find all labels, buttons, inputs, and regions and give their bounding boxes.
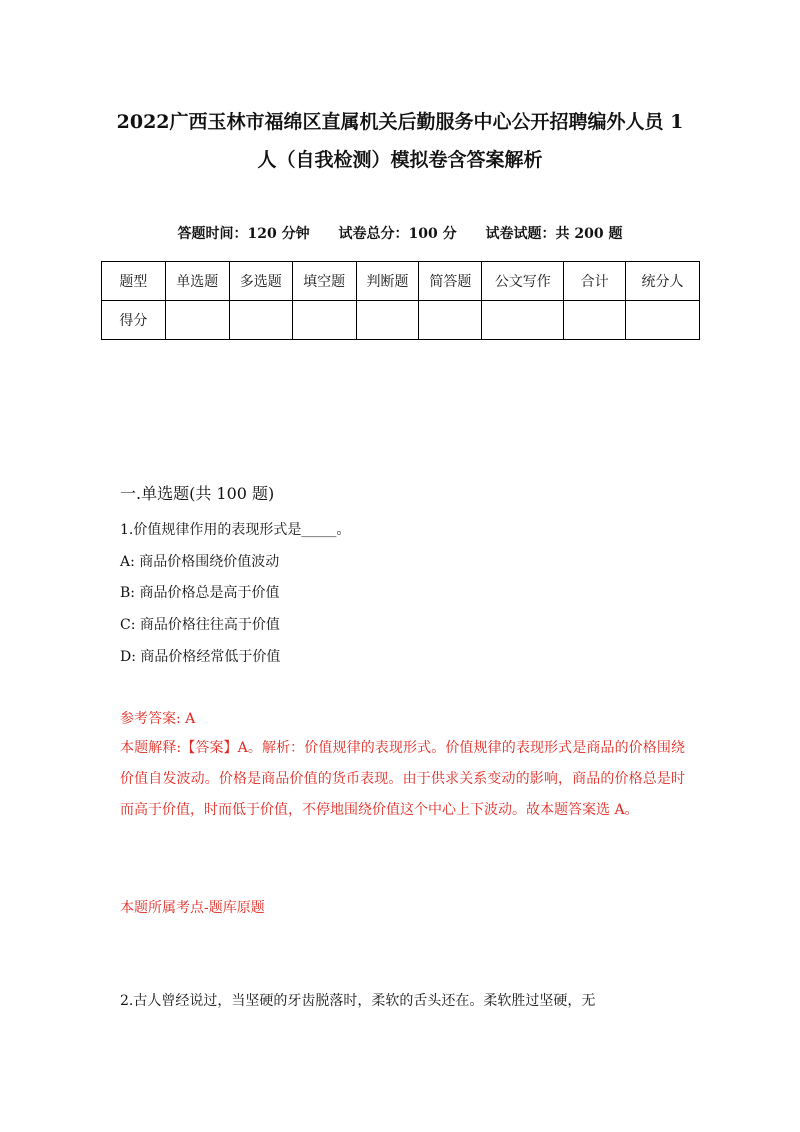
question-1-option-d: D: 商品价格经常低于价值 [120, 649, 281, 665]
exam-info [0, 223, 800, 243]
score-cell [564, 301, 626, 340]
score-cell [626, 301, 700, 340]
score-header-cell: 公文写作 [482, 262, 564, 301]
score-cell [356, 301, 419, 340]
exam-question-count: 试卷试题：共 200 题 [485, 226, 623, 242]
question-2-stem: 2.古人曾经说过，当坚硬的牙齿脱落时，柔软的舌头还在。柔软胜过坚硬，无 [120, 993, 596, 1009]
section-heading: 一.单选题(共 100 题) [120, 484, 275, 503]
score-cell [419, 301, 482, 340]
score-header-cell: 简答题 [419, 262, 482, 301]
score-cell [292, 301, 356, 340]
score-row-label: 得分 [102, 301, 166, 340]
question-1-explanation: 本题解释:【答案】A。解析：价值规律的表现形式。价值规律的表现形式是商品的价格围绕价值自发波动。价格是商品价值的货币表现。由于供求关系变动的影响，商品的价格总是时而高于价值，时而低于价值，不停地围绕价值这个中心上下波动。故本题答案选 A。 [120, 740, 685, 818]
score-header-cell: 题型 [102, 262, 166, 301]
question-1-option-b: B: 商品价格总是高于价值 [120, 585, 280, 601]
score-header-cell: 合计 [564, 262, 626, 301]
score-cell [482, 301, 564, 340]
score-table-score-row [102, 301, 700, 340]
document-title-line2: 人（自我检测）模拟卷含答案解析 [257, 149, 543, 171]
exam-time: 答题时间：120 分钟 [177, 226, 310, 242]
question-1-answer: 参考答案: A [120, 711, 196, 727]
score-table [101, 261, 700, 340]
score-header-cell: 单选题 [165, 262, 229, 301]
exam-total-score: 试卷总分：100 分 [338, 226, 457, 242]
question-1-option-a: A: 商品价格围绕价值波动 [120, 554, 280, 570]
score-header-cell: 填空题 [292, 262, 356, 301]
question-1-source: 本题所属考点-题库原题 [120, 900, 265, 916]
score-header-cell: 统分人 [626, 262, 700, 301]
document-title-line1: 2022广西玉林市福绵区直属机关后勤服务中心公开招聘编外人员 1 [116, 111, 684, 133]
score-header-cell: 判断题 [356, 262, 419, 301]
question-1-option-c: C: 商品价格往往高于价值 [120, 617, 280, 633]
score-header-cell: 多选题 [229, 262, 292, 301]
question-1-stem: 1.价值规律作用的表现形式是_____。 [120, 522, 351, 538]
score-table-header-row [102, 262, 700, 301]
score-cell [229, 301, 292, 340]
score-cell [165, 301, 229, 340]
